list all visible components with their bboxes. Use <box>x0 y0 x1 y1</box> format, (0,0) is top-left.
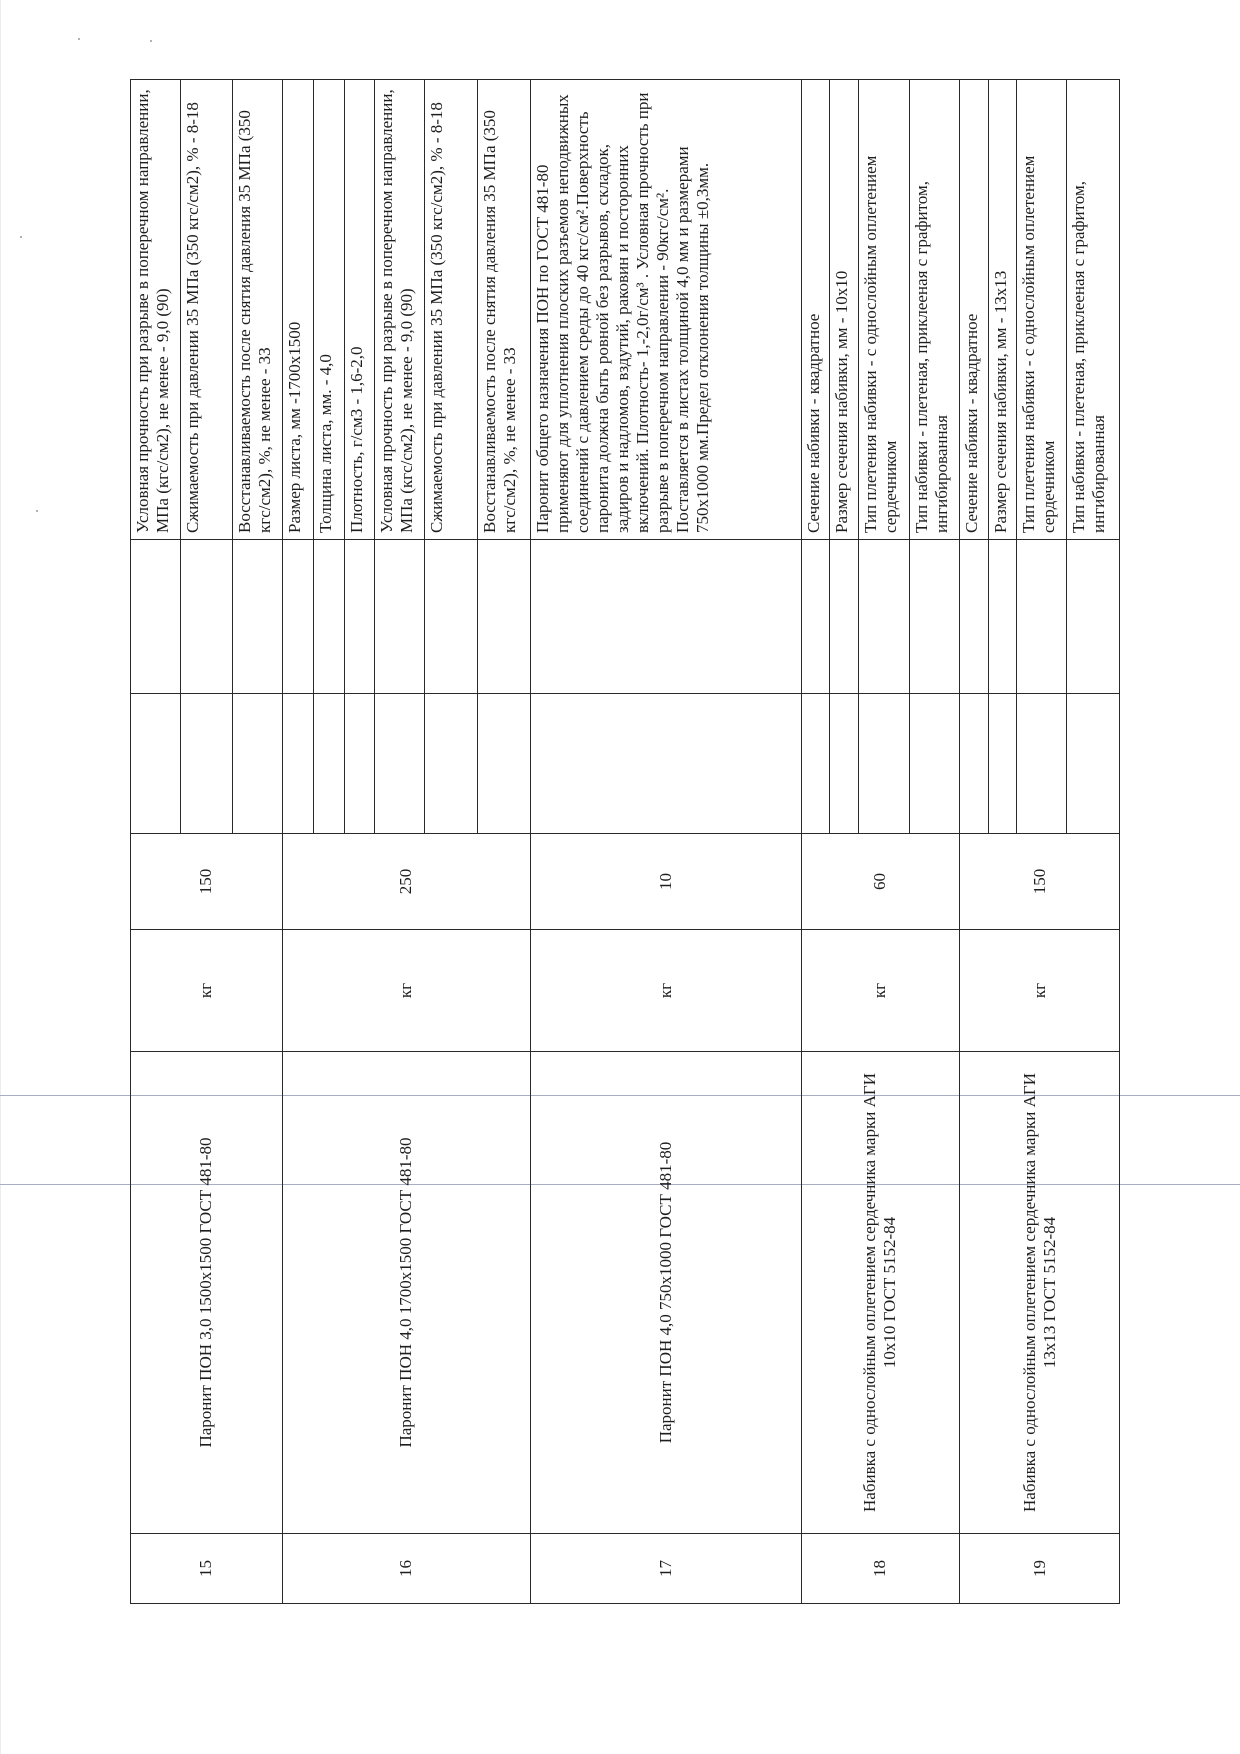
empty-cell <box>830 694 859 834</box>
empty-cell <box>801 694 830 834</box>
empty-cell <box>313 540 344 694</box>
row-number-cell: 19 <box>960 1534 1120 1604</box>
empty-cell <box>344 540 375 694</box>
empty-cell <box>180 694 233 834</box>
quantity-cell: 150 <box>960 834 1120 930</box>
spec-cell: Паронит общего назначения ПОН по ГОСТ 481-80 применяют для уплотнения плоских разъемов неподвижных соединений с давлением среды до 40 кгс/см².Поверхность паронита должна быть ровной без разрывов, складок, задиров и надломов, вздутий, раковин и посторонних включений. Плотность- 1,-2,0г/см³ . Условная прочность при разрыве в поперечном направлении - 90кгс/см². Поставляется в листах толщиной 4,0 мм и размерами 750x1000 мм.Предел отклонения толщины ±0,3мм. <box>530 80 801 540</box>
table-row <box>530 80 801 1604</box>
empty-cell <box>801 540 830 694</box>
spec-cell: Размер сечения набивки, мм - 10х10 <box>830 80 859 540</box>
scan-speck <box>20 236 22 238</box>
empty-cell <box>960 694 989 834</box>
empty-cell <box>344 694 375 834</box>
scan-speck <box>78 38 80 40</box>
quantity-cell: 250 <box>282 834 530 930</box>
table-row <box>282 80 313 1604</box>
product-name-cell: Набивка с однослойным оплетением сердечника марки АГИ 10х10 ГОСТ 5152-84 <box>801 1052 960 1534</box>
scan-speck <box>150 40 152 42</box>
product-name-cell: Набивка с однослойным оплетением сердечника марки АГИ 13х13 ГОСТ 5152-84 <box>960 1052 1120 1534</box>
quantity-cell: 60 <box>801 834 960 930</box>
spec-cell: Сжимаемость при давлении 35 МПа (350 кгс/см2), % - 8-18 <box>424 80 477 540</box>
empty-cell <box>1066 540 1119 694</box>
empty-cell <box>477 540 530 694</box>
table-row <box>801 80 830 1604</box>
spec-cell: Восстанавливаемость после снятия давления 35 МПа (350 кгс/см2), %, не менее - 33 <box>233 80 283 540</box>
empty-cell <box>180 540 233 694</box>
empty-cell <box>424 540 477 694</box>
empty-cell <box>233 540 283 694</box>
empty-cell <box>477 694 530 834</box>
spec-cell: Плотность, г/см3 - 1,6-2,0 <box>344 80 375 540</box>
spec-cell: Условная прочность при разрыве в поперечном направлении, МПа (кгс/см2), не менее - 9,0 (90) <box>375 80 425 540</box>
empty-cell <box>530 694 801 834</box>
product-name-cell: Паронит ПОН 3,0 1500x1500 ГОСТ 481-80 <box>131 1052 283 1534</box>
product-name-cell: Паронит ПОН 4,0 750x1000 ГОСТ 481-80 <box>530 1052 801 1534</box>
spec-cell: Восстанавливаемость после снятия давления 35 МПа (350 кгс/см2), %, не менее - 33 <box>477 80 530 540</box>
empty-cell <box>313 694 344 834</box>
spec-cell: Тип набивки - плетеная, приклееная с графитом, ингибированная <box>1066 80 1119 540</box>
spec-cell: Размер листа, мм -1700x1500 <box>282 80 313 540</box>
spec-cell: Условная прочность при разрыве в поперечном направлении, МПа (кгс/см2), не менее - 9,0 (90) <box>131 80 181 540</box>
table-row <box>960 80 989 1604</box>
spec-cell: Тип набивки - плетеная, приклееная с графитом, ингибированная <box>909 80 960 540</box>
unit-cell: кг <box>960 930 1120 1052</box>
spec-cell: Тип плетения набивки - с однослойным оплетением сердечником <box>858 80 909 540</box>
unit-cell: кг <box>801 930 960 1052</box>
spec-cell: Тип плетения набивки - с однослойным оплетением сердечником <box>1017 80 1067 540</box>
empty-cell <box>375 694 425 834</box>
empty-cell <box>1066 694 1119 834</box>
scan-speck <box>36 510 38 512</box>
spec-cell: Размер сечения набивки, мм - 13х13 <box>988 80 1017 540</box>
empty-cell <box>858 694 909 834</box>
table-row <box>131 80 181 1604</box>
empty-cell <box>424 694 477 834</box>
empty-cell <box>960 540 989 694</box>
empty-cell <box>909 694 960 834</box>
unit-cell: кг <box>530 930 801 1052</box>
spec-cell: Толщина листа, мм. - 4,0 <box>313 80 344 540</box>
empty-cell <box>233 694 283 834</box>
empty-cell <box>1017 694 1067 834</box>
empty-cell <box>909 540 960 694</box>
rotated-table-container <box>130 80 1120 1604</box>
spec-cell: Сжимаемость при давлении 35 МПа (350 кгс/см2), % - 8-18 <box>180 80 233 540</box>
empty-cell <box>1017 540 1067 694</box>
unit-cell: кг <box>282 930 530 1052</box>
row-number-cell: 18 <box>801 1534 960 1604</box>
empty-cell <box>530 540 801 694</box>
specification-table <box>130 79 1120 1604</box>
empty-cell <box>988 694 1017 834</box>
page-edge <box>0 0 1 1754</box>
empty-cell <box>375 540 425 694</box>
quantity-cell: 150 <box>131 834 283 930</box>
product-name-cell: Паронит ПОН 4,0 1700x1500 ГОСТ 481-80 <box>282 1052 530 1534</box>
row-number-cell: 15 <box>131 1534 283 1604</box>
quantity-cell: 10 <box>530 834 801 930</box>
empty-cell <box>988 540 1017 694</box>
unit-cell: кг <box>131 930 283 1052</box>
spec-cell: Сечение набивки - квадратное <box>801 80 830 540</box>
empty-cell <box>282 694 313 834</box>
empty-cell <box>830 540 859 694</box>
spec-cell: Сечение набивки - квадратное <box>960 80 989 540</box>
empty-cell <box>858 540 909 694</box>
row-number-cell: 16 <box>282 1534 530 1604</box>
empty-cell <box>131 694 181 834</box>
empty-cell <box>282 540 313 694</box>
row-number-cell: 17 <box>530 1534 801 1604</box>
empty-cell <box>131 540 181 694</box>
